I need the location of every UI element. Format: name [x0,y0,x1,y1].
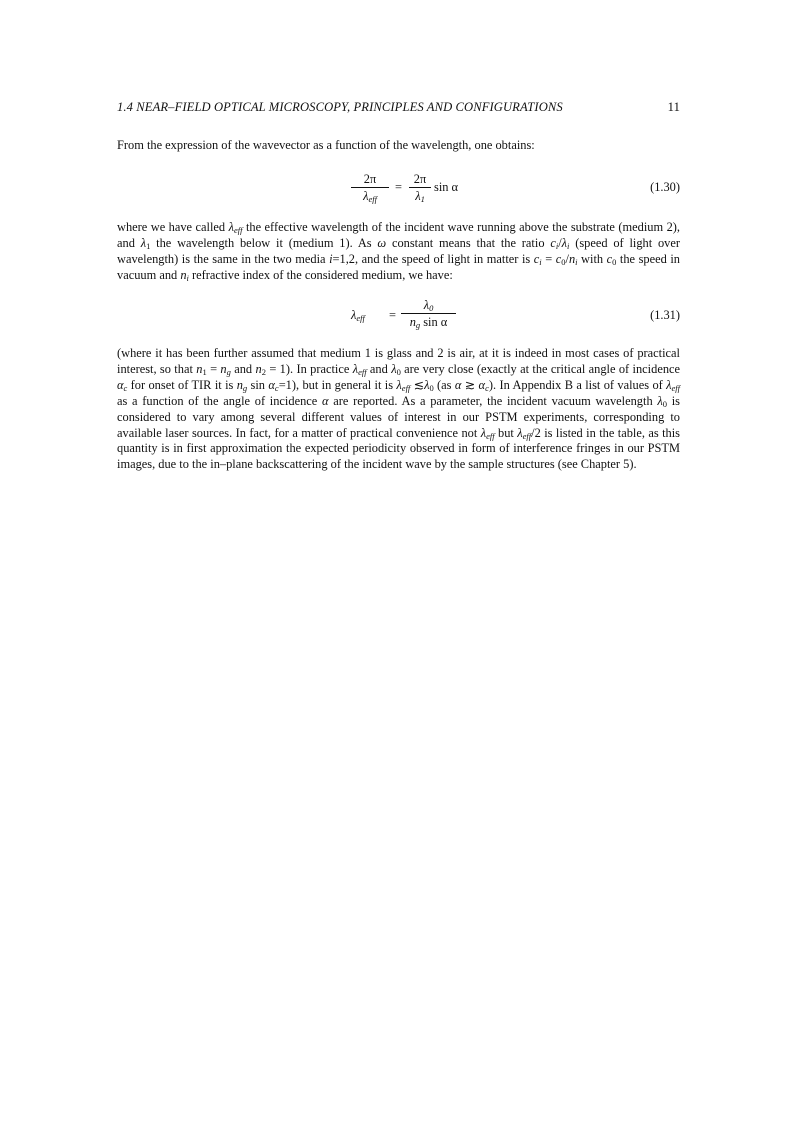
p2-t1: where we have called [117,220,229,234]
p3-s1b: g [226,366,231,377]
section-title: 1.4 NEAR–FIELD OPTICAL MICROSCOPY, PRINCIPLES AND CONFIGURATIONS [117,100,563,114]
p3-t5: are very close (exactly at the critical angle of incidence [400,361,681,376]
p2-t7: with [577,251,607,266]
p2-t6: =1,2, and the speed of light in matter is [332,251,534,266]
p3-t14: is listed in the table, as this quantity is in first approximation the expected periodicity observed in form of interference fringes in our PSTM images, due to the in–plane backscattering of the incident wave by the sample structures (see Chapter 5). [117,425,681,472]
p2-t4b: / [558,235,562,250]
p2-s7: 0 [612,256,617,267]
p3-s6b: c [274,382,279,393]
p3-v6b: α [268,377,275,392]
eq131-denominator [401,315,456,329]
p3-t11: are reported. As a parameter, the incident vacuum wavelength [328,393,658,408]
equation-1-30 [117,172,680,212]
eq131-equals: = [389,308,396,322]
p2-v4b: λ [561,235,568,250]
p2-t6c: / [565,251,569,266]
eq130-rhs-sub: 1 [420,194,425,204]
p3-s6: g [242,382,248,393]
p3-v3: λ [352,361,359,376]
p2-v2: λ [140,235,147,250]
p3-v8: α [454,377,462,392]
p3-t6: for onset of TIR it is [127,377,237,392]
p3-t9: ). In Appendix B a list of values of [488,377,667,392]
eq130-number: (1.30) [650,180,680,194]
p3-v8b: α [478,377,486,392]
eq131-bar [401,313,456,314]
eq130-sin-alpha: sin α [434,180,459,194]
p3-t3: = 1). In practice [265,361,353,376]
eq131-lhs-sub: eff [356,313,365,323]
p2-v6: c [533,251,540,266]
p2-s2: 1 [146,240,151,251]
p2-t8: the speed in vacuum and [117,251,680,282]
p3-v1: n [196,361,203,376]
p3-t7: =1), but in general it is [278,377,397,392]
p3-v12: λ [480,425,487,440]
p2-v7: c [606,251,613,266]
eq130-lhs-numerator: 2π [363,172,377,186]
eq131-number: (1.31) [650,308,680,322]
running-header [117,100,680,115]
p3-s12: eff [486,430,495,441]
eq131-den-n: n [409,315,416,329]
p3-v5: α [117,377,124,392]
eq130-rhs-lambda: λ [415,189,421,203]
p3-v6: n [236,377,243,392]
p3-t6b: sin [247,377,269,392]
p3-v10: α [322,393,329,408]
p3-s7: eff [401,382,411,393]
p3-v9: λ [666,377,672,392]
p2-v8: n [180,267,187,282]
p2-s6b: 0 [561,256,566,267]
eq130-lhs-sub: eff [368,194,377,204]
p3-v11: λ [657,393,663,408]
eq131-lhs-lambda: λ [351,308,357,322]
p3-t8b: ≳ [461,377,479,392]
p2-s4: i [555,240,559,251]
equation-1-31 [117,298,680,338]
p3-s3: eff [358,366,367,377]
p2-t3: the wavelength below it (medium 1). As [150,235,378,250]
p3-t13b: /2 [531,425,541,440]
p2-s4b: i [567,240,570,251]
p3-t4: and [366,361,392,376]
p3-s11: 0 [662,398,667,409]
eq130-lhs-lambda: λ [363,189,369,203]
p3-t2: and [230,361,256,376]
paragraph-definitions [117,220,680,284]
page-number: 11 [667,100,680,114]
p2-v6c: n [568,251,576,266]
eq131-numerator [401,298,456,312]
p2-s8: i [186,272,189,283]
p2-t6b: = [541,251,556,266]
eq131-lhs [351,308,365,323]
eq130-rhs-bar [409,187,431,188]
p2-s6: i [539,256,542,267]
p3-t1: (where it has been further assumed that medium 1 is glass and 2 is air, at it is indeed in most cases of practical interest, so that [117,346,680,376]
p3-s7b: 0 [429,382,434,393]
p2-v4: c [550,235,556,250]
p3-s2: 2 [261,366,266,377]
eq131-fraction [401,298,456,329]
p2-s1: eff [233,225,243,235]
p3-t1b: = [206,361,221,376]
p2-v1: λ [228,220,234,234]
eq130-rhs-fraction [409,172,431,203]
paragraph-intro [117,138,680,154]
eq130-lhs-bar [351,187,389,188]
p3-s5: c [123,382,128,393]
p2-t9: refractive index of the considered medium, we have: [188,267,453,282]
p2-v5: i [329,251,333,266]
p3-s13: eff [522,430,532,441]
p3-t10: as a function of the angle of incidence [117,393,322,408]
eq130-equals: = [395,180,402,194]
p2-t4: constant means that the ratio [386,235,551,250]
p2-t2: the effective wavelength of the incident wave running above the substrate (medium 2), and [117,220,680,250]
eq130-rhs-numerator: 2π [413,172,427,186]
paragraph-intro-text: From the expression of the wavevector as a function of the wavelength, one obtains: [117,138,535,152]
eq130-lhs-denominator [351,189,389,203]
p3-t13: but [494,425,518,440]
p3-v13: λ [517,425,523,440]
p3-s9: eff [671,382,681,393]
paragraph-discussion [117,346,680,473]
p3-t8: (as [433,377,455,392]
eq131-num-sub: 0 [429,303,434,313]
p3-v1b: n [220,361,227,376]
p3-v7: λ [396,377,402,392]
p3-v4: λ [391,361,397,376]
p3-t12: is considered to vary among several different values of interest in our PSTM experiments, corresponding to available laser sources. In fact, for a matter of practical convenience not [117,393,680,440]
eq131-den-sub: g [415,320,421,330]
p2-s6c: i [575,256,578,267]
p3-s8b: c [485,382,489,393]
eq131-den-tail: sin α [420,315,448,329]
p3-s1: 1 [202,366,207,377]
p3-v7b: λ [424,377,430,392]
p2-t5: (speed of light over wavelength) is the same in the two media [117,235,680,266]
p3-t7b: ≲ [410,377,425,392]
eq130-rhs-denominator [409,189,431,203]
eq131-num-lambda: λ [423,298,430,312]
p3-s4: 0 [396,366,401,377]
p2-v6b: c [555,251,562,266]
eq130-lhs-fraction [351,172,389,203]
p3-v2: n [255,361,262,376]
p2-v3: ω [377,235,387,250]
